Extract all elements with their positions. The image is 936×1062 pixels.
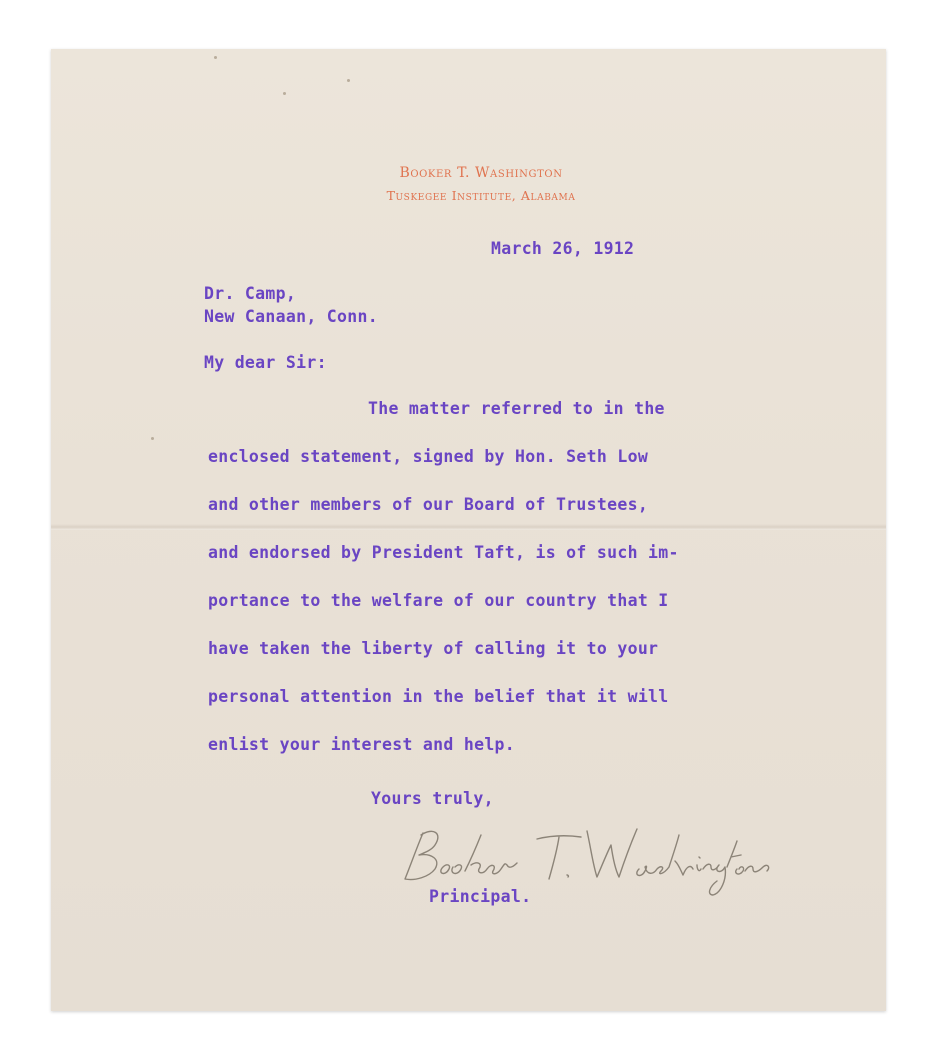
letterhead-name: Booker T. Washington — [399, 165, 563, 181]
body-line: have taken the liberty of calling it to your — [208, 639, 659, 658]
body-line: personal attention in the belief that it will — [208, 687, 669, 706]
recipient-name: Dr. Camp, — [204, 284, 297, 303]
body-line: enclosed statement, signed by Hon. Seth Low — [208, 447, 649, 466]
paper-speck — [283, 92, 286, 95]
paper-speck — [347, 79, 350, 82]
closing: Yours truly, — [371, 789, 494, 808]
body-line: enlist your interest and help. — [208, 735, 516, 754]
body-line: portance to the welfare of our country that I — [208, 591, 669, 610]
paper-fold-crease — [51, 524, 886, 530]
signature-booker-t-washington — [391, 809, 811, 899]
paper-speck — [151, 437, 154, 440]
recipient-location: New Canaan, Conn. — [204, 307, 378, 326]
signer-title: Principal. — [429, 887, 532, 906]
letter-sheet — [51, 49, 886, 1011]
body-line: and other members of our Board of Trustees, — [208, 495, 649, 514]
body-line: The matter referred to in the — [368, 399, 665, 418]
salutation: My dear Sir: — [204, 353, 327, 372]
letter-date: March 26, 1912 — [491, 239, 635, 258]
paper-speck — [214, 56, 217, 59]
letterhead-institution: Tuskegee Institute, Alabama — [386, 188, 576, 203]
body-line: and endorsed by President Taft, is of such im- — [208, 543, 679, 562]
